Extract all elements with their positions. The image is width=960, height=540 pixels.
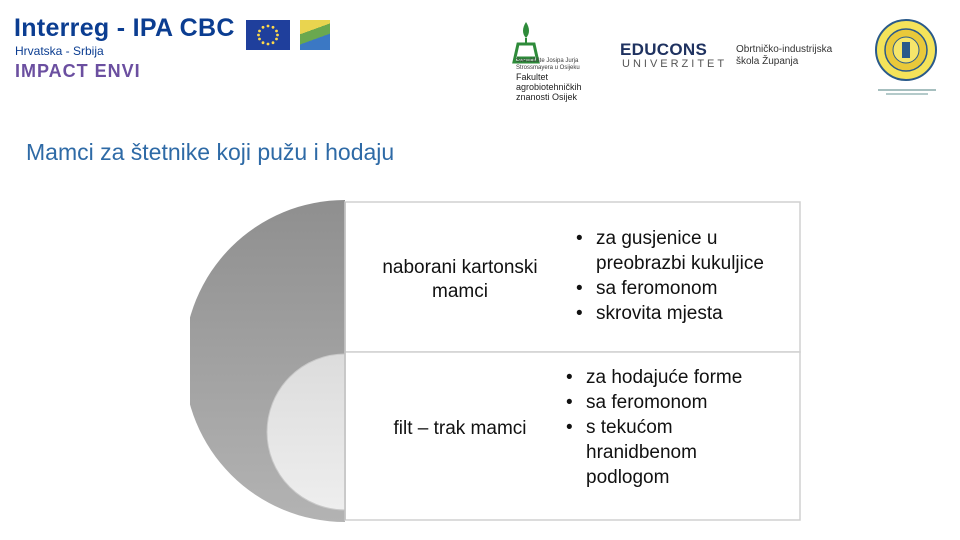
bullet-item: • za hodajuće forme — [564, 365, 796, 390]
item-label-2: filt – trak mamci — [393, 418, 527, 439]
eu-flag-icon — [246, 20, 290, 50]
bullet-item: • s tekućom hranidbenom podlogom — [564, 415, 736, 490]
educons-subtitle: UNIVERZITET — [622, 58, 728, 70]
school-logo — [736, 44, 856, 74]
faculty-line: Strossmayera u Osijeku — [516, 65, 580, 71]
faculty-line: znanosti Osijek — [516, 92, 578, 102]
interreg-logo — [14, 14, 334, 84]
bullet-item: • sa feromonom — [574, 276, 796, 301]
bullet-item: • sa feromonom — [564, 390, 796, 415]
bullet-list-1 — [574, 226, 796, 326]
faculty-line: agrobiotehničkih — [516, 82, 582, 92]
item-label-1: naborani kartonski mamci — [382, 257, 538, 302]
educons-name: EDUCONS — [620, 40, 708, 59]
slide-title: Mamci za štetnike koji pužu i hodaju — [26, 139, 395, 165]
faculty-name — [516, 58, 582, 102]
region-flag-icon — [300, 20, 330, 50]
faculty-line: Fakultet — [516, 72, 549, 82]
seal-logo — [872, 16, 942, 98]
bullet-list-2 — [564, 365, 796, 490]
program-subtitle: Hrvatska - Srbija — [15, 44, 104, 58]
school-name-line: Obrtničko-industrijska — [736, 44, 833, 55]
nested-target-diagram — [190, 200, 802, 522]
seal-emblem-icon — [872, 16, 942, 98]
bullet-item: • skrovita mjesta — [574, 301, 796, 326]
school-name-line: škola Županja — [736, 56, 799, 67]
bullet-item: • za gusjenice u preobrazbi kukuljice — [574, 226, 796, 276]
faculty-logo — [508, 14, 598, 100]
faculty-line: Sveučilište Josipa Jurja — [516, 58, 579, 64]
project-name: IMPACT ENVI — [15, 61, 141, 81]
program-title: Interreg - IPA CBC — [14, 14, 235, 42]
educons-logo — [620, 40, 728, 76]
